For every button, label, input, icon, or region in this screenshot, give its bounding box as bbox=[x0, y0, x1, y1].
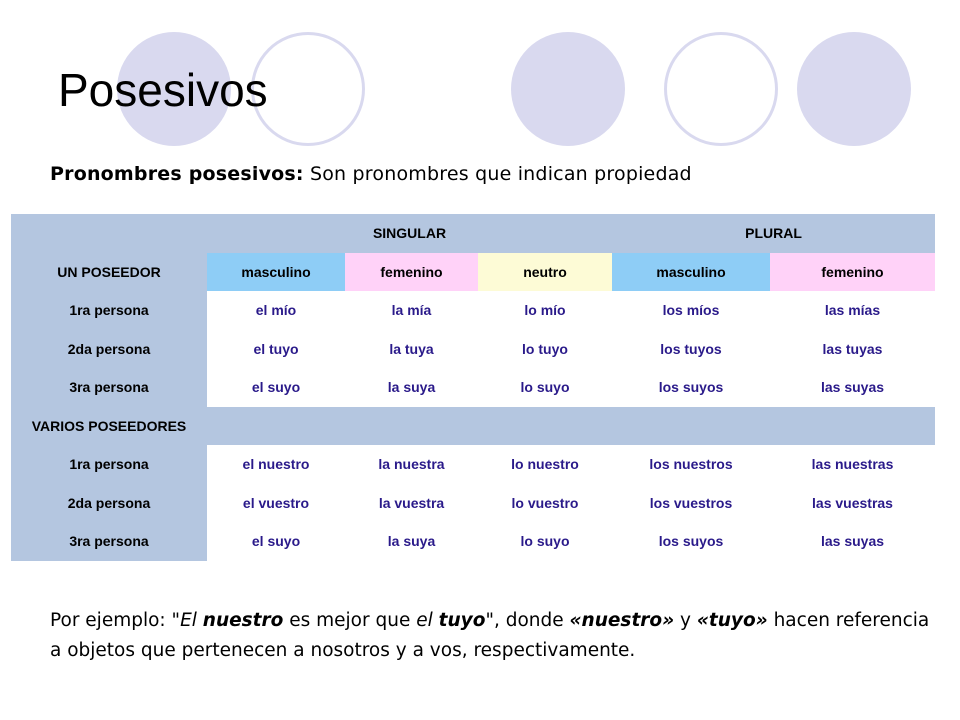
table-cell: el nuestro bbox=[207, 445, 345, 484]
table-cell: lo suyo bbox=[478, 522, 612, 561]
header-plural: PLURAL bbox=[612, 214, 935, 253]
section-filler bbox=[207, 407, 935, 446]
table-row bbox=[11, 330, 935, 369]
table-cell: la mía bbox=[345, 291, 478, 330]
row-label: 3ra persona bbox=[11, 368, 207, 407]
table-cell: las nuestras bbox=[770, 445, 935, 484]
row-label: 2da persona bbox=[11, 330, 207, 369]
example-emphasis: «nuestro» bbox=[569, 610, 675, 631]
intro-label: Pronombres posesivos: bbox=[50, 163, 304, 185]
example-emphasis: «tuyo» bbox=[696, 610, 768, 631]
slide-title: Posesivos bbox=[58, 64, 268, 116]
decor-circle-2 bbox=[251, 32, 365, 146]
table-cell: las vuestras bbox=[770, 484, 935, 523]
singular-owner-rows bbox=[11, 291, 935, 407]
table-cell: la vuestra bbox=[345, 484, 478, 523]
col-header: masculino bbox=[207, 253, 345, 292]
row-label-varios-poseedores: VARIOS POSEEDORES bbox=[11, 407, 207, 446]
row-label: 2da persona bbox=[11, 484, 207, 523]
table-header-row bbox=[11, 214, 935, 253]
col-header: neutro bbox=[478, 253, 612, 292]
table-row bbox=[11, 291, 935, 330]
table-cell: lo tuyo bbox=[478, 330, 612, 369]
table-cell: los vuestros bbox=[612, 484, 770, 523]
table-cell: el suyo bbox=[207, 522, 345, 561]
table-row bbox=[11, 368, 935, 407]
table-cell: las suyas bbox=[770, 368, 935, 407]
table-subheader-row bbox=[11, 253, 935, 292]
row-label: 1ra persona bbox=[11, 445, 207, 484]
table-cell: el tuyo bbox=[207, 330, 345, 369]
example-text: hacen referencia a objetos que pertenecen a nosotros y a vos, respectivamente. bbox=[50, 610, 930, 661]
intro-description: Son pronombres que indican propiedad bbox=[303, 163, 692, 185]
table-cell: la nuestra bbox=[345, 445, 478, 484]
table-cell: la suya bbox=[345, 522, 478, 561]
table-cell: los suyos bbox=[612, 522, 770, 561]
col-header: femenino bbox=[770, 253, 935, 292]
example-text: El bbox=[180, 610, 203, 631]
example-text: el bbox=[416, 610, 439, 631]
example-text: y bbox=[674, 610, 697, 631]
possessive-table bbox=[11, 214, 935, 561]
table-row bbox=[11, 445, 935, 484]
table-cell: el suyo bbox=[207, 368, 345, 407]
table-cell: el vuestro bbox=[207, 484, 345, 523]
table-cell: la tuya bbox=[345, 330, 478, 369]
table-cell: los nuestros bbox=[612, 445, 770, 484]
example-emphasis: tuyo bbox=[438, 610, 486, 631]
table-cell: las tuyas bbox=[770, 330, 935, 369]
table-cell: lo nuestro bbox=[478, 445, 612, 484]
row-label: 1ra persona bbox=[11, 291, 207, 330]
plural-owner-rows bbox=[11, 445, 935, 561]
decor-circle-3 bbox=[511, 32, 625, 146]
table-row bbox=[11, 484, 935, 523]
table-cell: el mío bbox=[207, 291, 345, 330]
table-cell: los suyos bbox=[612, 368, 770, 407]
example-text: ", donde bbox=[485, 610, 570, 631]
table-cell: los míos bbox=[612, 291, 770, 330]
table-row bbox=[11, 522, 935, 561]
col-header: femenino bbox=[345, 253, 478, 292]
col-header: masculino bbox=[612, 253, 770, 292]
decor-circle-4 bbox=[664, 32, 778, 146]
header-singular: SINGULAR bbox=[207, 214, 612, 253]
header-corner bbox=[11, 214, 207, 253]
row-label: 3ra persona bbox=[11, 522, 207, 561]
table-cell: las suyas bbox=[770, 522, 935, 561]
row-label-un-poseedor: UN POSEEDOR bbox=[11, 253, 207, 292]
table-cell: la suya bbox=[345, 368, 478, 407]
table-cell: lo suyo bbox=[478, 368, 612, 407]
table-cell: las mías bbox=[770, 291, 935, 330]
table-cell: los tuyos bbox=[612, 330, 770, 369]
example-emphasis: nuestro bbox=[202, 610, 284, 631]
table-section-row bbox=[11, 407, 935, 446]
example-paragraph bbox=[50, 606, 930, 666]
example-text: es mejor que bbox=[283, 610, 417, 631]
intro-text bbox=[50, 163, 692, 185]
table-cell: lo vuestro bbox=[478, 484, 612, 523]
example-text: Por ejemplo: " bbox=[50, 610, 181, 631]
decor-circle-5 bbox=[797, 32, 911, 146]
table-cell: lo mío bbox=[478, 291, 612, 330]
